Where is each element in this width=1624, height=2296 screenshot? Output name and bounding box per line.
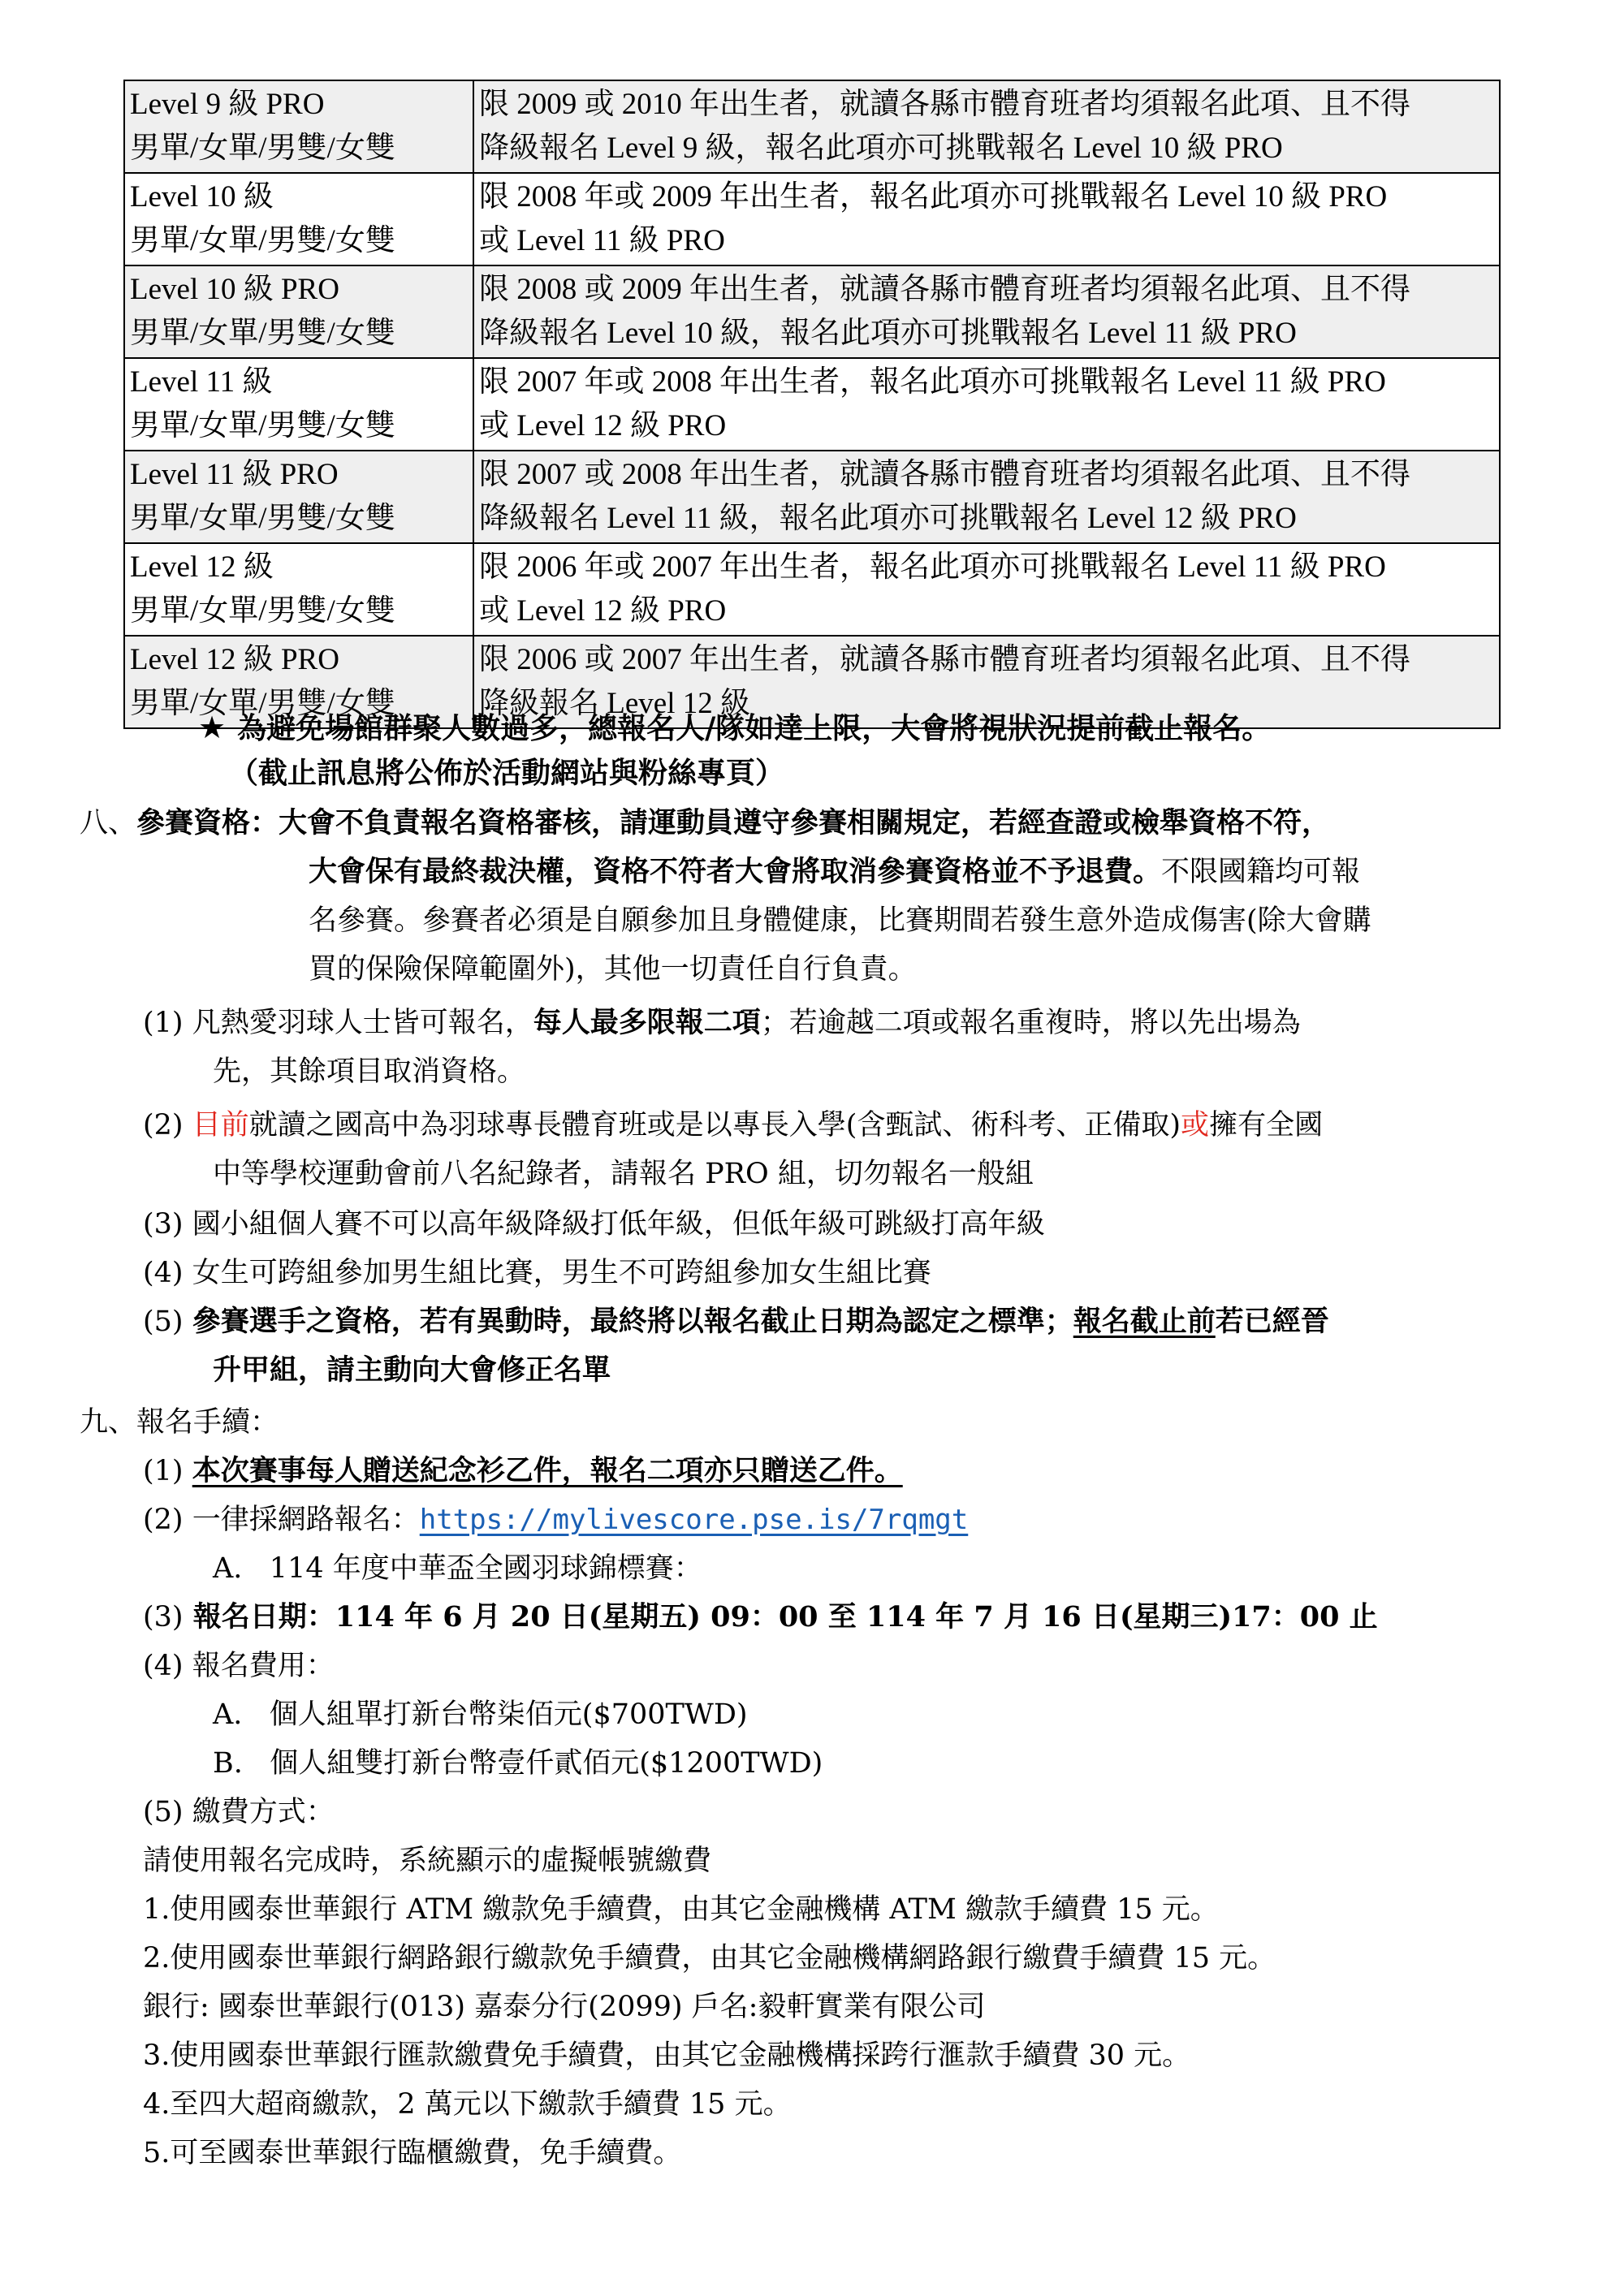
section-8-item-5: (5) 參賽選手之資格，若有異動時，最終將以報名截止日期為認定之標準；報名截止前若已經晉: [143, 1305, 1329, 1338]
section-8-item-1-cont: 先，其餘項目取消資格。: [213, 1055, 526, 1088]
section-9-item-4: (4) 報名費用：: [143, 1650, 335, 1682]
level-events: 男單/女單/男雙/女雙: [130, 502, 395, 535]
section-8-line-4: 買的保險保障範圍外)，其他一切責任自行負責。: [309, 953, 917, 986]
level-name: Level 11 級 PRO: [130, 458, 339, 491]
level-name: Level 12 級: [130, 550, 274, 584]
table-row: [124, 358, 1500, 451]
star-icon: ★: [198, 710, 227, 745]
level-events: 男單/女單/男雙/女雙: [130, 224, 395, 257]
section-9-item-1: (1) 本次賽事每人贈送紀念衫乙件，報名二項亦只贈送乙件。: [143, 1454, 903, 1487]
section-8-item-2-cont: 中等學校運動會前八名紀錄者，請報名 PRO 組，切勿報名一般組: [213, 1158, 1034, 1190]
rule-cell: [473, 265, 1500, 358]
rule-line-2: 或 Level 12 級 PRO: [479, 594, 727, 628]
section-9-item-2a: A. 114 年度中華盃全國羽球錦標賽：: [213, 1552, 702, 1585]
payment-method-4: 4.至四大超商繳款，2 萬元以下繳款手續費 15 元。: [143, 2088, 792, 2121]
level-rules-table: [123, 80, 1501, 729]
payment-method-1: 1.使用國泰世華銀行 ATM 繳款免手續費，由其它金融機構 ATM 繳款手續費 15 元。: [143, 1893, 1219, 1926]
section-8-line-3: 名參賽。參賽者必須是自願參加且身體健康，比賽期間若發生意外造成傷害(除大會購: [309, 904, 1371, 937]
section-8-title: 參賽資格：: [136, 806, 279, 839]
level-events: 男單/女單/男雙/女雙: [130, 409, 395, 442]
section-8-item-2: (2) 目前就讀之國高中為羽球專長體育班或是以專長入學(含甄試、術科考、正備取)或擁有全國: [143, 1109, 1324, 1142]
payment-method-3: 3.使用國泰世華銀行匯款繳費免手續費，由其它金融機構採跨行滙款手續費 30 元。: [143, 2039, 1191, 2072]
table-row: [124, 543, 1500, 636]
level-name: Level 9 級 PRO: [130, 88, 325, 121]
rule-line-1: 限 2006 年或 2007 年出生者，報名此項亦可挑戰報名 Level 11 級 PRO: [479, 550, 1386, 584]
payment-method-5: 5.可至國泰世華銀行臨櫃繳費，免手續費。: [143, 2137, 682, 2169]
section-8-item-3: (3) 國小組個人賽不可以高年級降級打低年級，但低年級可跳級打高年級: [143, 1208, 1045, 1241]
section-9-item-4a: A. 個人組單打新台幣柒佰元($700TWD): [213, 1698, 748, 1731]
rule-line-1: 限 2008 或 2009 年出生者，就讀各縣市體育班者均須報名此項、且不得: [479, 273, 1410, 306]
rule-line-1: 限 2006 或 2007 年出生者，就讀各縣市體育班者均須報名此項、且不得: [479, 643, 1410, 676]
section-9-item-5: (5) 繳費方式：: [143, 1796, 335, 1828]
level-cell: [124, 543, 473, 636]
rule-line-2: 或 Level 11 級 PRO: [479, 224, 725, 257]
level-events: 男單/女單/男雙/女雙: [130, 132, 395, 165]
level-events: 男單/女單/男雙/女雙: [130, 317, 395, 350]
payment-intro: 請使用報名完成時，系統顯示的虛擬帳號繳費: [143, 1845, 712, 1877]
level-name: Level 11 級: [130, 365, 273, 399]
rule-line-2: 降級報名 Level 9 級，報名此項亦可挑戰報名 Level 10 級 PRO: [479, 132, 1283, 165]
payment-method-2: 2.使用國泰世華銀行網路銀行繳款免手續費，由其它金融機構網路銀行繳費手續費 15 元。: [143, 1942, 1276, 1974]
rule-line-2: 降級報名 Level 11 級，報名此項亦可挑戰報名 Level 12 級 PRO: [479, 502, 1297, 535]
level-name: Level 10 級 PRO: [130, 273, 339, 306]
rule-line-2: 降級報名 Level 12 級: [479, 687, 750, 720]
section-8-line-2: 大會保有最終裁決權，資格不符者大會將取消參賽資格並不予退費。不限國籍均可報: [309, 855, 1361, 888]
level-events: 男單/女單/男雙/女雙: [130, 687, 395, 720]
bank-account-info: 銀行: 國泰世華銀行(013) 嘉泰分行(2099) 戶名:毅軒實業有限公司: [143, 1991, 986, 2023]
level-cell: [124, 173, 473, 265]
level-cell: [124, 265, 473, 358]
rule-line-1: 限 2008 年或 2009 年出生者，報名此項亦可挑戰報名 Level 10 級 PRO: [479, 180, 1388, 214]
section-9-item-3: (3) 報名日期：114 年 6 月 20 日(星期五) 09：00 至 114 年 7 月 16 日(星期三)17：00 止: [143, 1600, 1378, 1634]
notice-line-2: （截止訊息將公佈於活動網站與粉絲專頁）: [229, 756, 785, 790]
rule-cell: [473, 80, 1500, 173]
section-8-item-4: (4) 女生可跨組參加男生組比賽，男生不可跨組參加女生組比賽: [143, 1257, 931, 1289]
level-cell: [124, 358, 473, 451]
notice-line-1: ★ 為避免場館群聚人數過多，總報名人/隊如達上限，大會將視狀況提前截止報名。: [198, 710, 1272, 745]
section-9-item-2: (2) 一律採網路報名：https://mylivescore.pse.is/7rqmgt: [143, 1504, 969, 1536]
table-row: [124, 265, 1500, 358]
table-row: [124, 80, 1500, 173]
section-9-item-4b: B. 個人組雙打新台幣壹仟貳佰元($1200TWD): [213, 1747, 823, 1780]
section-8-heading-line: 八、參賽資格：大會不負責報名資格審核，請運動員遵守參賽相關規定，若經查證或檢舉資格不符，: [80, 806, 1331, 839]
section-8-item-1: (1) 凡熱愛羽球人士皆可報名，每人最多限報二項；若逾越二項或報名重複時，將以先出場為: [143, 1006, 1301, 1039]
rule-cell: [473, 543, 1500, 636]
rule-line-2: 或 Level 12 級 PRO: [479, 409, 727, 442]
rule-cell: [473, 451, 1500, 543]
section-9-heading: 九、報名手續：: [80, 1406, 279, 1439]
level-cell: [124, 451, 473, 543]
level-name: Level 12 級 PRO: [130, 643, 339, 676]
section-8-item-5-cont: 升甲組，請主動向大會修正名單: [213, 1353, 611, 1387]
registration-link[interactable]: https://mylivescore.pse.is/7rqmgt: [419, 1504, 969, 1536]
rule-line-1: 限 2007 或 2008 年出生者，就讀各縣市體育班者均須報名此項、且不得: [479, 458, 1410, 491]
rule-line-1: 限 2007 年或 2008 年出生者，報名此項亦可挑戰報名 Level 11 級 PRO: [479, 365, 1386, 399]
table-row: [124, 173, 1500, 265]
rule-line-1: 限 2009 或 2010 年出生者，就讀各縣市體育班者均須報名此項、且不得: [479, 88, 1410, 121]
level-events: 男單/女單/男雙/女雙: [130, 594, 395, 628]
level-name: Level 10 級: [130, 180, 274, 214]
rule-cell: [473, 173, 1500, 265]
table-row: [124, 451, 1500, 543]
rule-cell: [473, 358, 1500, 451]
level-cell: [124, 80, 473, 173]
rule-line-2: 降級報名 Level 10 級，報名此項亦可挑戰報名 Level 11 級 PRO: [479, 317, 1297, 350]
